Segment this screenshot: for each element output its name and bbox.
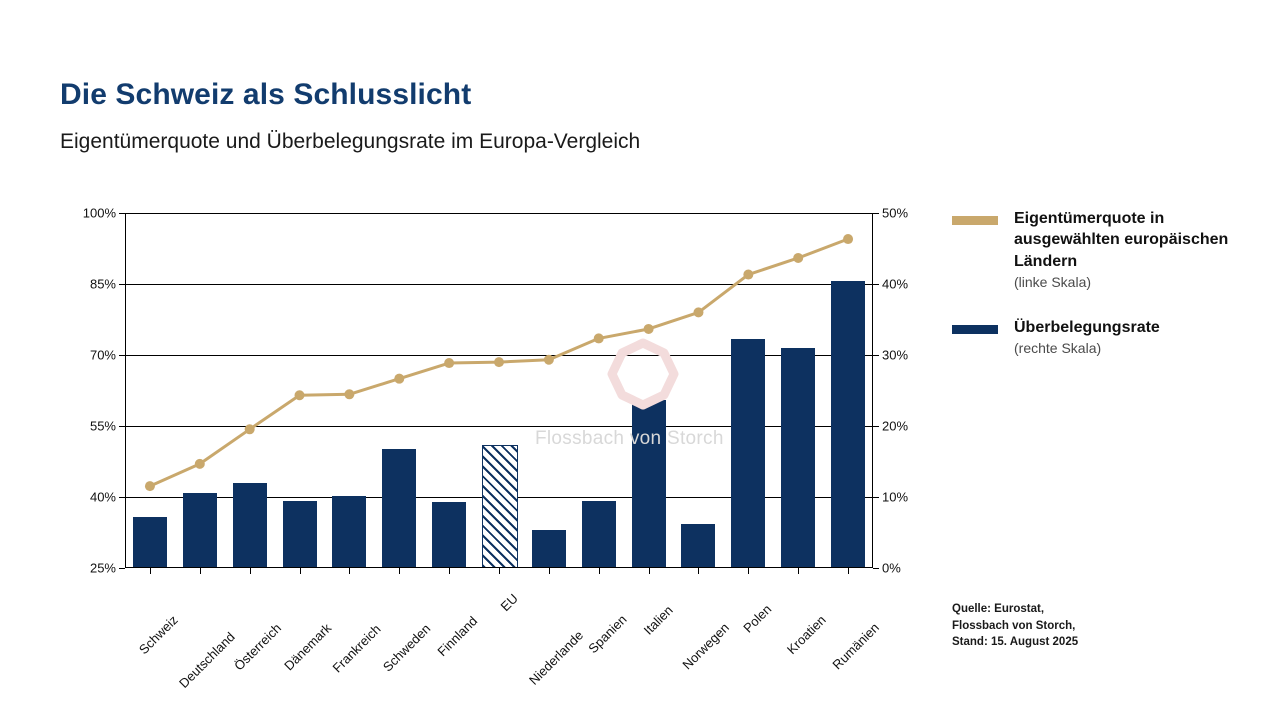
legend-swatch-navy — [952, 325, 998, 334]
y-axis-right-tick-mark — [873, 284, 879, 285]
bar-schweden — [382, 449, 416, 568]
line-marker-kroatien — [793, 253, 803, 263]
bar-italien — [632, 400, 666, 568]
bar-dänemark — [283, 501, 317, 568]
x-axis-label-italien — [640, 578, 700, 638]
x-axis-label-rumänien — [829, 578, 924, 673]
bar-finnland — [432, 502, 466, 568]
line-marker-schweiz — [145, 481, 155, 491]
legend-item-ueberbelegungsrate — [952, 317, 1252, 357]
bar-polen — [731, 339, 765, 568]
watermark-logo-icon — [607, 338, 679, 410]
x-axis-tick-mark — [449, 568, 450, 574]
x-axis-tick-mark — [698, 568, 699, 574]
y-axis-right-tick-mark — [873, 213, 879, 214]
page-subtitle: Eigentümerquote und Überbelegungsrate im Europa-Vergleich — [60, 130, 641, 153]
x-axis-tick-mark — [848, 568, 849, 574]
line-marker-dänemark — [295, 390, 305, 400]
y-axis-left-tick: 55% — [89, 418, 116, 434]
x-axis-label-text: EU — [497, 590, 521, 615]
y-axis-left-tick-mark — [119, 426, 125, 427]
y-axis-left-tick: 25% — [89, 560, 116, 576]
plot-bottom-border — [125, 567, 873, 568]
x-axis-label-text: Spanien — [584, 611, 630, 657]
legend-scale-eigentuemerquote: (linke Skala) — [1014, 273, 1092, 290]
x-axis-tick-mark — [798, 568, 799, 574]
bar-kroatien — [781, 348, 815, 568]
line-marker-finnland — [444, 358, 454, 368]
x-axis-label-text: Frankreich — [329, 621, 384, 676]
x-axis-tick-mark — [300, 568, 301, 574]
y-axis-left-tick-mark — [119, 568, 125, 569]
y-axis-right-tick: 30% — [882, 347, 909, 363]
y-axis-right-tick: 50% — [882, 205, 909, 221]
x-axis-label-text: Rumänien — [829, 619, 883, 673]
line-marker-eu — [494, 357, 504, 367]
page-title: Die Schweiz als Schlusslicht — [60, 78, 472, 111]
legend-item-eigentuemerquote — [952, 208, 1252, 291]
x-axis-label-text: Deutschland — [175, 629, 238, 691]
line-marker-norwegen — [693, 307, 703, 317]
y-axis-left-tick: 100% — [82, 205, 116, 221]
x-axis-label-text: Niederlande — [525, 627, 587, 688]
legend-swatch-gold — [952, 216, 998, 225]
y-axis-right-tick: 40% — [882, 276, 909, 292]
bar-frankreich — [332, 496, 366, 568]
plot-top-border — [125, 213, 873, 214]
x-axis-label-text: Norwegen — [679, 619, 733, 673]
legend-scale-ueberbelegungsrate: (rechte Skala) — [1014, 340, 1102, 357]
y-axis-left-tick-mark — [119, 284, 125, 285]
bar-eu — [482, 445, 518, 568]
bar-niederlande — [532, 530, 566, 568]
x-axis-tick-mark — [499, 568, 500, 574]
x-axis-label-text: Österreich — [230, 620, 284, 674]
x-axis-label-schweiz — [135, 578, 215, 658]
source-line-2: Flossbach von Storch, — [952, 619, 1076, 632]
right-axis-line — [872, 213, 873, 568]
x-axis-tick-mark — [748, 568, 749, 574]
bar-spanien — [582, 501, 616, 568]
bar-deutschland — [183, 493, 217, 568]
y-axis-right-tick-mark — [873, 426, 879, 427]
y-axis-left-tick: 40% — [89, 489, 116, 505]
y-axis-right-tick: 0% — [882, 560, 901, 576]
line-marker-schweden — [394, 374, 404, 384]
x-axis-label-text: Italien — [640, 602, 676, 638]
legend-label-ueberbelegungsrate: Überbelegungsrate — [1014, 318, 1160, 336]
x-axis-label-text: Schweiz — [135, 612, 181, 658]
left-axis-line — [125, 213, 126, 568]
x-axis-tick-mark — [250, 568, 251, 574]
y-axis-left-tick: 70% — [89, 347, 116, 363]
bar-norwegen — [681, 524, 715, 568]
y-axis-right-tick: 20% — [882, 418, 909, 434]
y-axis-right-tick-mark — [873, 355, 879, 356]
x-axis-tick-mark — [649, 568, 650, 574]
line-marker-italien — [644, 324, 654, 334]
watermark-text: Flossbach von Storch — [535, 428, 724, 449]
bar-österreich — [233, 483, 267, 568]
x-axis-label-text: Polen — [740, 601, 775, 636]
line-marker-frankreich — [344, 389, 354, 399]
source-line-3: Stand: 15. August 2025 — [952, 636, 1079, 649]
y-axis-right-tick-mark — [873, 497, 879, 498]
y-axis-right-tick-mark — [873, 568, 879, 569]
x-axis-label-kroatien — [784, 578, 863, 658]
source-line-1: Quelle: Eurostat, — [952, 603, 1045, 615]
line-marker-niederlande — [544, 355, 554, 365]
line-marker-polen — [743, 270, 753, 280]
y-axis-right-tick: 10% — [882, 489, 909, 505]
x-axis-label-text: Kroatien — [784, 612, 829, 658]
y-axis-left-tick-mark — [119, 497, 125, 498]
x-axis-tick-mark — [599, 568, 600, 574]
x-axis-tick-mark — [549, 568, 550, 574]
line-marker-spanien — [594, 333, 604, 343]
x-axis-label-text: Dänemark — [280, 620, 334, 674]
x-axis-label-text: Schweden — [380, 620, 434, 675]
x-axis-label-text: Finnland — [434, 613, 481, 660]
plot-area — [82, 205, 909, 691]
bar-schweiz — [133, 517, 167, 568]
source-note — [952, 601, 1078, 651]
x-axis-tick-mark — [349, 568, 350, 574]
gridline — [125, 284, 873, 285]
line-marker-deutschland — [195, 459, 205, 469]
y-axis-left-tick: 85% — [89, 276, 116, 292]
x-axis-tick-mark — [200, 568, 201, 574]
y-axis-left-tick-mark — [119, 355, 125, 356]
bar-rumänien — [831, 281, 865, 568]
x-axis-tick-mark — [150, 568, 151, 574]
line-marker-rumänien — [843, 234, 853, 244]
legend-label-eigentuemerquote: Eigentümerquote in ausgewählten europäischen Ländern — [1014, 210, 1229, 270]
x-axis-tick-mark — [399, 568, 400, 574]
x-axis-label-eu — [497, 578, 533, 615]
chart-legend — [952, 208, 1252, 383]
